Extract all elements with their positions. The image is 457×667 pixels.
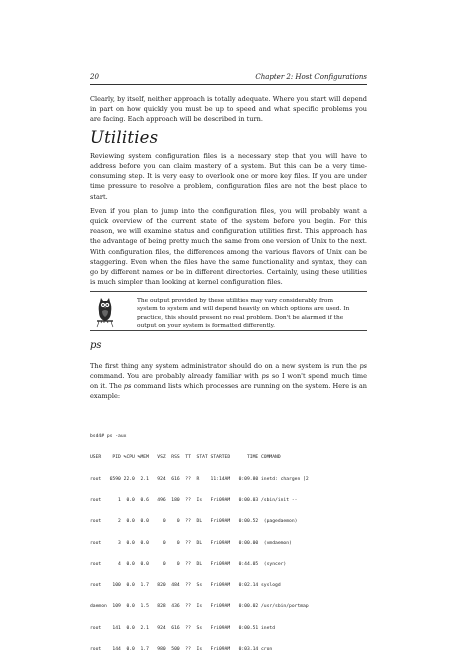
- code-line: root 144 0.0 1.7 980 500 ?? Is Fri09AM 0:03.14 cron: [90, 647, 273, 652]
- code-line: root 2 0.0 0.0 0 0 ?? DL Fri09AM 0:00.52 (pagedaemon): [90, 519, 298, 525]
- code-line: root 141 0.0 2.1 924 616 ?? Ss Fri09AM 0:00.51 inetd: [90, 625, 276, 631]
- code-line: root 100 0.0 1.7 820 484 ?? Ss Fri09AM 0:02.14 syslogd: [90, 583, 281, 589]
- subsection-heading: ps: [90, 340, 102, 351]
- text-run: command lists which processes are running on the system. Here is an example:: [90, 382, 368, 401]
- code-line: root 1 0.0 0.6 496 180 ?? Is Fri09AM 0:00.03 /sbin/init --: [90, 498, 298, 504]
- command-name: ps: [123, 382, 132, 391]
- code-line: daemon 109 0.0 1.5 828 436 ?? Is Fri09AM 0:00.02 /usr/sbin/portmap: [90, 604, 309, 610]
- section-paragraph: Even if you plan to jump into the configuration files, you will probably want a quick overview of the current state of the system before you begin. For this reason, we will examine status and configuration utilities first. This approach has the advantage of being pretty much the same from one version of Unix to the next. With configuration files, the differences among the various flavors of Unix can be staggering. Even when the files have the same functionality and syntax, they can go by different names or be in different directories. Certainly, using these utilities is much simpler than looking at kernel configuration files.: [90, 207, 367, 287]
- page-number: 20: [90, 73, 99, 81]
- section-heading: Utilities: [90, 128, 159, 147]
- note-text: The output provided by these utilities may vary considerably from system to system and will depend heavily on which options are used. In practice, this should present no real problem. Don't be alarmed if the output on your system is formatted differently.: [137, 298, 350, 330]
- code-line: root 6590 22.0 2.1 924 616 ?? R 11:14AM 0:09.80 inetd: chargen [2: [90, 476, 309, 482]
- note-bottom-rule: [90, 330, 367, 331]
- code-listing: [90, 419, 367, 667]
- command-name: ps: [359, 362, 367, 370]
- ps-paragraph: [90, 361, 367, 402]
- code-line: bsd4# ps -aux: [90, 434, 127, 440]
- chapter-title: Chapter 2: Host Configurations: [255, 73, 367, 81]
- note-top-rule: [90, 291, 367, 292]
- text-run: command. You are probably already familiar with: [90, 372, 262, 381]
- code-line: root 3 0.0 0.0 0 0 ?? DL Fri09AM 0:00.00 (vmdaemon): [90, 540, 292, 546]
- text-run: so I won't spend much time on it. The: [90, 372, 367, 391]
- owl-icon: [96, 296, 114, 328]
- running-head: [90, 73, 367, 82]
- header-rule: [90, 84, 367, 85]
- intro-paragraph: Clearly, by itself, neither approach is totally adequate. Where you start will depend in part on how quickly you must be up to speed and what specific problems you are facing. Each approach will be described in turn.: [90, 95, 367, 124]
- section-paragraph: Reviewing system configuration files is a necessary step that you will have to address before you can claim mastery of a system. But this can be a very time-consuming step. It is very easy to overlook one or more key files. If you are under time pressure to resolve a problem, configuration files are not the best place to start.: [90, 152, 367, 201]
- text-run: The first thing any system administrator should do on a new system is run the: [90, 362, 360, 370]
- code-line: root 4 0.0 0.0 0 0 ?? DL Fri09AM 0:44.05 (syncer): [90, 561, 287, 567]
- code-line: USER PID %CPU %MEM VSZ RSS TT STAT STARTED TIME COMMAND: [90, 455, 281, 461]
- command-name: ps: [261, 372, 270, 381]
